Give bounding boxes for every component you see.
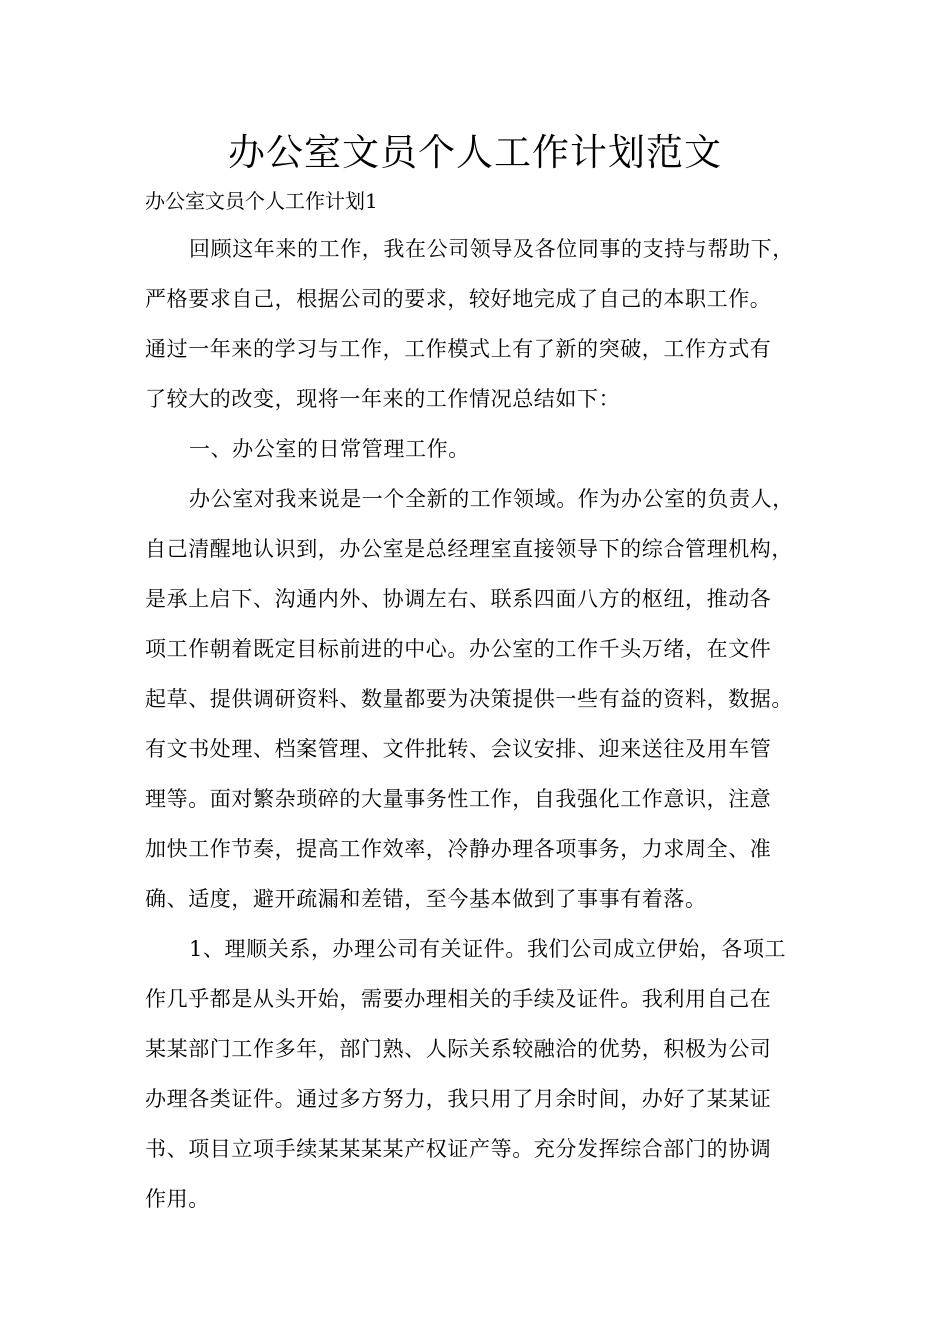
paragraph-line: 某某部门工作多年，部门熟、人际关系较融洽的优势，积极为公司 — [145, 1037, 772, 1061]
paragraph-line: 有文书处理、档案管理、文件批转、会议安排、迎来送往及用车管 — [145, 737, 772, 761]
document-title: 办公室文员个人工作计划范文 — [228, 131, 722, 174]
paragraph-line: 确、适度，避开疏漏和差错，至今基本做到了事事有着落。 — [145, 887, 707, 911]
paragraph-line: 是承上启下、沟通内外、协调左右、联系四面八方的枢纽，推动各 — [145, 587, 772, 611]
paragraph-line: 办理各类证件。通过多方努力，我只用了月余时间，办好了某某证 — [145, 1087, 772, 1111]
paragraph-line: 作用。 — [145, 1187, 210, 1211]
paragraph-line: 作几乎都是从头开始，需要办理相关的手续及证件。我利用自己在 — [145, 987, 772, 1011]
paragraph-line: 了较大的改变，现将一年来的工作情况总结如下： — [145, 387, 621, 411]
paragraph-line: 回顾这年来的工作，我在公司领导及各位同事的支持与帮助下， — [189, 237, 794, 261]
paragraph-line: 严格要求自己，根据公司的要求，较好地完成了自己的本职工作。 — [145, 287, 772, 311]
paragraph-line: 办公室对我来说是一个全新的工作领域。作为办公室的负责人， — [189, 487, 794, 511]
document-subtitle: 办公室文员个人工作计划1 — [145, 189, 378, 213]
paragraph-line: 起草、提供调研资料、数量都要为决策提供一些有益的资料，数据。 — [145, 687, 793, 711]
paragraph-line: 理等。面对繁杂琐碎的大量事务性工作，自我强化工作意识，注意 — [145, 787, 772, 811]
paragraph-line: 加快工作节奏，提高工作效率，冷静办理各项事务，力求周全、准 — [145, 837, 772, 861]
paragraph-line: 书、项目立项手续某某某某产权证产等。充分发挥综合部门的协调 — [145, 1137, 772, 1161]
paragraph-line: 自己清醒地认识到，办公室是总经理室直接领导下的综合管理机构， — [145, 537, 793, 561]
section-heading: 一、办公室的日常管理工作。 — [189, 437, 470, 461]
paragraph-line: 项工作朝着既定目标前进的中心。办公室的工作千头万绪，在文件 — [145, 637, 772, 661]
paragraph-line: 1、理顺关系，办理公司有关证件。我们公司成立伊始，各项工 — [189, 937, 787, 961]
paragraph-line: 通过一年来的学习与工作，工作模式上有了新的突破，工作方式有 — [145, 337, 772, 361]
